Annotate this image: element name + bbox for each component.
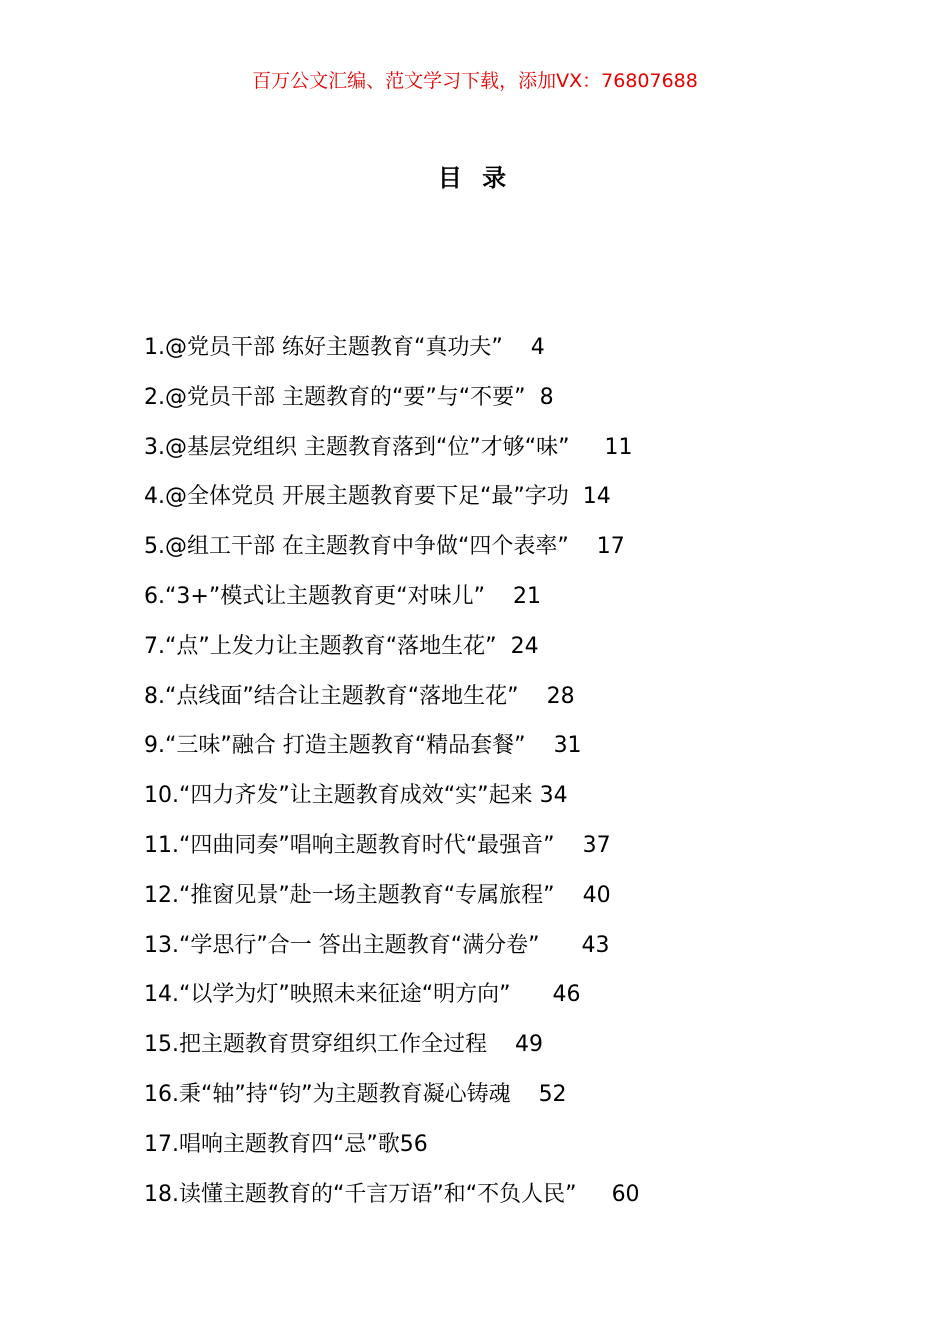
toc-entry[interactable] (144, 1179, 844, 1229)
toc-entry-title: 3.@基层党组织 主题教育落到“位”才够“味” (144, 434, 570, 460)
toc-entry-page-number: 31 (553, 733, 582, 759)
toc-entry-title: 5.@组工干部 在主题教育中争做“四个表率” (144, 534, 569, 560)
toc-entry-page-number: 24 (510, 633, 539, 659)
toc-entry-gap (569, 534, 597, 559)
toc-entry-gap (570, 435, 605, 460)
toc-entry[interactable] (144, 531, 844, 581)
toc-entry-gap (540, 933, 582, 958)
table-of-contents (144, 332, 844, 1228)
toc-entry-title: 4.@全体党员 开展主题教育要下足“最”字功 (144, 484, 569, 510)
toc-entry-page-number: 49 (514, 1032, 543, 1058)
toc-entry-gap (511, 1082, 539, 1107)
toc-entry-page-number: 52 (538, 1081, 567, 1107)
toc-entry[interactable] (144, 382, 844, 432)
toc-entry-page-number: 11 (604, 434, 633, 460)
toc-entry[interactable] (144, 581, 844, 631)
toc-entry-page-number: 21 (513, 583, 541, 609)
toc-entry-gap (485, 584, 513, 609)
toc-entry-title: 2.@党员干部 主题教育的“要”与“不要” (144, 384, 526, 410)
toc-entry[interactable] (144, 481, 844, 531)
toc-entry[interactable] (144, 780, 844, 830)
toc-entry-title: 8.“点线面”结合让主题教育“落地生花” (144, 683, 519, 709)
toc-entry[interactable] (144, 1129, 844, 1179)
toc-entry-page-number: 46 (552, 982, 581, 1008)
header-note: 百万公文汇编、范文学习下载，添加VX：76807688 (252, 70, 698, 92)
toc-entry-title: 11.“四曲同奏”唱响主题教育时代“最强音” (144, 832, 555, 858)
toc-entry-page-number: 60 (611, 1181, 640, 1207)
toc-entry[interactable] (144, 631, 844, 681)
toc-entry-gap (577, 1182, 612, 1207)
toc-entry[interactable] (144, 681, 844, 731)
toc-entry-title: 10.“四力齐发”让主题教育成效“实”起来 (144, 783, 533, 809)
toc-entry-page-number: 17 (596, 534, 625, 560)
toc-entry-gap (511, 982, 553, 1007)
toc-entry-gap (497, 634, 511, 659)
toc-entry-page-number: 37 (582, 832, 611, 858)
toc-entry-gap (569, 484, 583, 509)
toc-entry-gap (533, 783, 540, 808)
toc-entry-gap (555, 883, 583, 908)
toc-entry-gap (503, 335, 531, 360)
toc-entry-gap (519, 684, 547, 709)
toc-entry-title: 1.@党员干部 练好主题教育“真功夫” (144, 335, 503, 360)
toc-entry-title: 13.“学思行”合一 答出主题教育“满分卷” (144, 932, 540, 958)
toc-entry-title: 15.把主题教育贯穿组织工作全过程 (144, 1032, 487, 1058)
toc-entry[interactable] (144, 1079, 844, 1129)
page-title: 目 录 (437, 164, 513, 192)
toc-entry-title: 12.“推窗见景”赴一场主题教育“专属旅程” (144, 882, 555, 908)
toc-entry-title: 9.“三味”融合 打造主题教育“精品套餐” (144, 733, 526, 759)
toc-entry[interactable] (144, 880, 844, 930)
toc-entry-page-number: 34 (539, 783, 568, 809)
toc-entry-page-number: 14 (582, 484, 611, 510)
toc-entry-title: 17.唱响主题教育四“忌”歌 (144, 1131, 400, 1157)
toc-entry-page-number: 8 (539, 384, 554, 410)
toc-entry-page-number: 43 (581, 932, 610, 958)
toc-entry-gap (526, 385, 540, 410)
toc-entry[interactable] (144, 930, 844, 980)
toc-entry-title: 6.“3+”模式让主题教育更“对味儿” (144, 583, 486, 609)
toc-entry[interactable] (144, 979, 844, 1029)
toc-entry-page-number: 56 (399, 1131, 428, 1157)
toc-entry-gap (555, 833, 583, 858)
toc-entry-title: 18.读懂主题教育的“千言万语”和“不负人民” (144, 1181, 577, 1207)
toc-entry[interactable] (144, 332, 844, 382)
toc-entry-page-number: 40 (582, 882, 611, 908)
toc-entry[interactable] (144, 1029, 844, 1079)
toc-entry-gap (526, 733, 554, 758)
toc-entry[interactable] (144, 730, 844, 780)
toc-entry-page-number: 28 (546, 683, 575, 709)
toc-entry-title: 16.秉“轴”持“钧”为主题教育凝心铸魂 (144, 1081, 511, 1107)
toc-entry-page-number: 4 (530, 335, 545, 360)
toc-entry-title: 7.“点”上发力让主题教育“落地生花” (144, 633, 497, 659)
toc-entry-gap (487, 1032, 515, 1057)
toc-entry-title: 14.“以学为灯”映照未来征途“明方向” (144, 982, 511, 1008)
toc-entry[interactable] (144, 830, 844, 880)
toc-entry[interactable] (144, 432, 844, 482)
